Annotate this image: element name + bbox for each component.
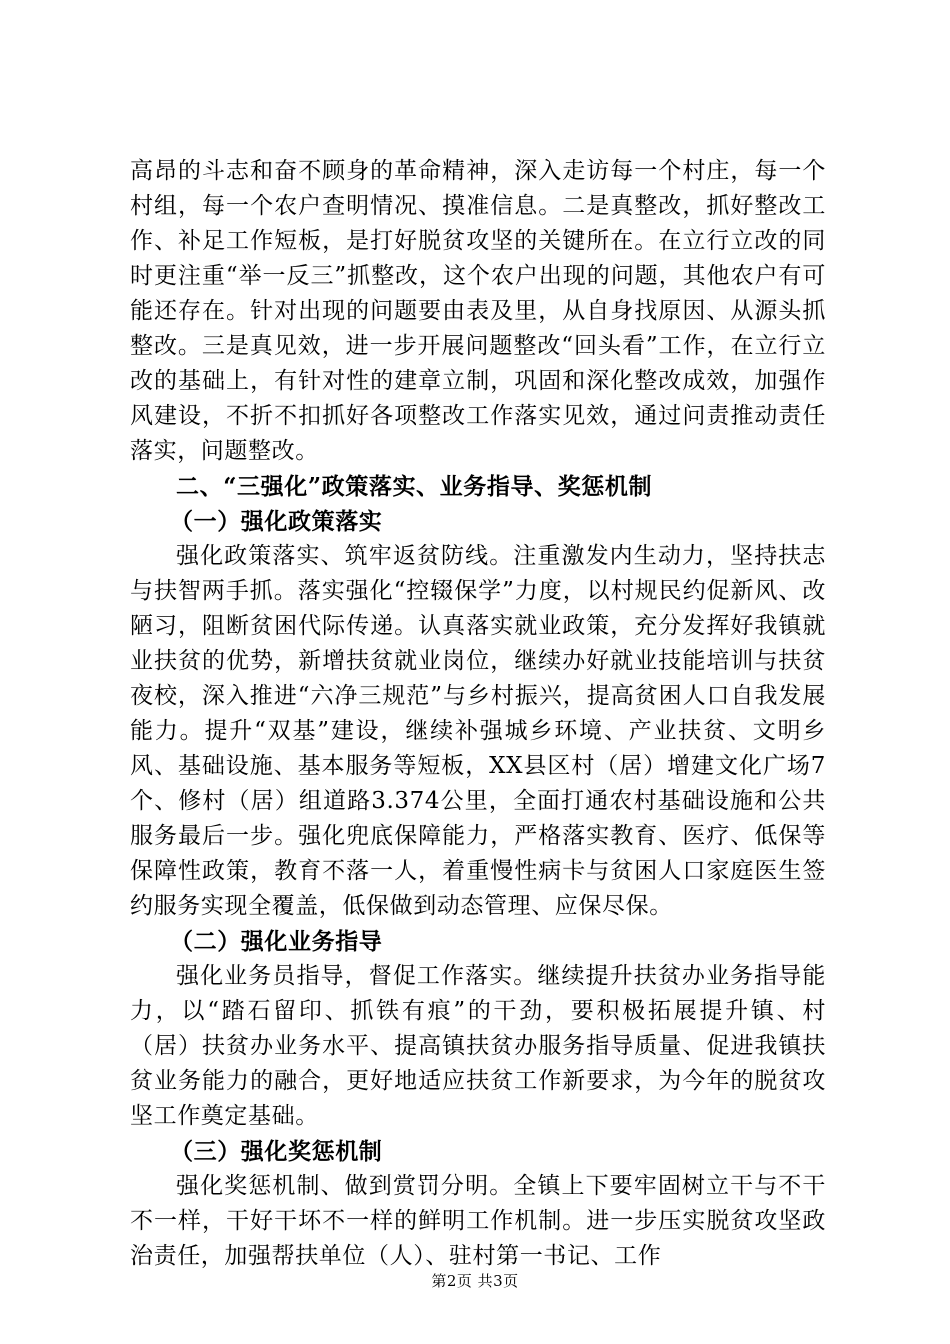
page-body (130, 154, 826, 1274)
body-paragraph-incentive: 强化奖惩机制、做到赏罚分明。全镇上下要牢固树立干与不干不一样，干好干坏不一样的鲜明工作机制。进一步压实脱贫攻坚政治责任，加强帮扶单位（人）、驻村第一书记、工作 (130, 1173, 826, 1269)
subsection-heading-guidance: （二）强化业务指导 (170, 928, 383, 955)
body-paragraph-policy: 强化政策落实、筑牢返贫防线。注重激发内生动力，坚持扶志与扶智两手抓。落实强化“控辍保学”力度，以村规民约促新风、改陋习，阻断贫困代际传递。认真落实就业政策，充分发挥好我镇就业扶贫的优势，新增扶贫就业岗位，继续办好就业技能培训与扶贫夜校，深入推进“六净三规范”与乡村振兴，提高贫困人口自我发展能力。提升“双基”建设，继续补强城乡环境、产业扶贫、文明乡风、基础设施、基本服务等短板，XX县区村（居）增建文化广场7个、修村（居）组道路3.374公里，全面打通农村基础设施和公共服务最后一步。强化兜底保障能力，严格落实教育、医疗、低保等保障性政策，教育不落一人，着重慢性病卡与贫困人口家庭医生签约服务实现全覆盖，低保做到动态管理、应保尽保。 (130, 543, 826, 919)
section-heading-two: 二、“三强化”政策落实、业务指导、奖惩机制 (176, 473, 653, 500)
subsection-heading-policy: （一）强化政策落实 (170, 508, 383, 535)
body-paragraph-continued: 高昂的斗志和奋不顾身的革命精神，深入走访每一个村庄，每一个村组，每一个农户查明情况、摸准信息。二是真整改，抓好整改工作、补足工作短板，是打好脱贫攻坚的关键所在。在立行立改的同时更注重“举一反三”抓整改，这个农户出现的问题，其他农户有可能还存在。针对出现的问题要由表及里，从自身找原因、从源头抓整改。三是真见效，进一步开展问题整改“回头看”工作，在立行立改的基础上，有针对性的建章立制，巩固和深化整改成效，加强作风建设，不折不扣抓好各项整改工作落实见效，通过问责推动责任落实，问题整改。 (130, 158, 826, 464)
page-footer: 第2页 共3页 (431, 1272, 519, 1290)
subsection-heading-incentive: （三）强化奖惩机制 (170, 1138, 383, 1165)
body-paragraph-guidance: 强化业务员指导，督促工作落实。继续提升扶贫办业务指导能力，以“踏石留印、抓铁有痕”的干劲，要积极拓展提升镇、村（居）扶贫办业务水平、提高镇扶贫办服务指导质量、促进我镇扶贫业务能力的融合，更好地适应扶贫工作新要求，为今年的脱贫攻坚工作奠定基础。 (130, 963, 826, 1129)
